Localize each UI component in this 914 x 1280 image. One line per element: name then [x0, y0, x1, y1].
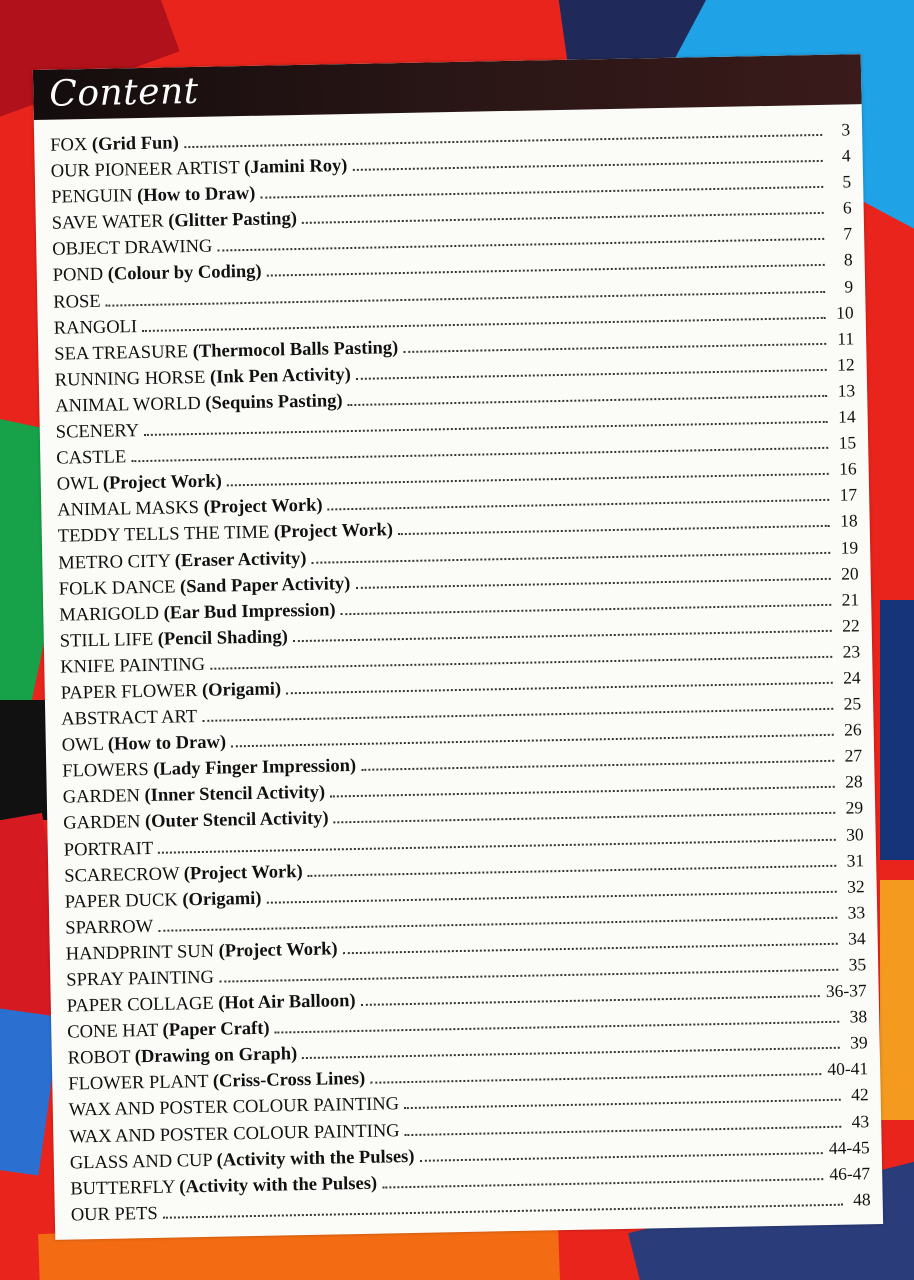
toc-entry-subtitle: (How to Draw) [136, 183, 256, 207]
toc-entry-title [71, 1201, 158, 1229]
background-shape [880, 880, 914, 1120]
toc-entry-subtitle: (Criss-Cross Lines) [212, 1069, 366, 1093]
toc-entry-subtitle: (Hot Air Balloon) [218, 991, 356, 1014]
toc-entry-name: TEDDY TELLS THE TIME [57, 523, 270, 548]
background-shape [880, 600, 914, 860]
toc-entry-page: 10 [835, 302, 854, 323]
toc-entry-title [67, 988, 356, 1020]
toc-entry-subtitle: (Activity with the Pulses) [216, 1146, 415, 1171]
toc-entry-page: 33 [847, 902, 866, 923]
toc-entry-page: 24 [842, 667, 861, 688]
toc-entry-subtitle: (Drawing on Graph) [134, 1044, 298, 1068]
toc-entry-page: 9 [844, 275, 854, 297]
toc-entry-title [65, 886, 262, 916]
toc-entry-subtitle: (Pencil Shading) [157, 627, 288, 650]
toc-entry-subtitle: (Project Work) [102, 471, 223, 495]
toc-entry-name: SCENERY [55, 421, 140, 443]
toc-entry-title [60, 652, 205, 681]
toc-entry-name: RUNNING HORSE [54, 367, 206, 391]
toc-entry-name: OBJECT DRAWING [52, 237, 213, 261]
toc-entry-subtitle: (Lady Finger Impression) [153, 756, 357, 781]
toc-entry-name: SEA TREASURE [54, 341, 189, 365]
toc-entry-name: FLOWERS [62, 760, 149, 782]
toc-entry-page: 23 [842, 641, 861, 662]
toc-entry-page: 43 [851, 1110, 870, 1132]
toc-entry-name: ANIMAL MASKS [57, 498, 200, 521]
toc-entry-page: 31 [846, 849, 865, 871]
toc-entry-subtitle: (Paper Craft) [162, 1018, 270, 1041]
toc-entry-title [50, 130, 179, 158]
toc-entry-subtitle: (Project Work) [273, 520, 394, 543]
toc-entry-title [56, 418, 140, 446]
toc-entry-page: 21 [841, 588, 860, 610]
toc-entry-title [67, 1016, 270, 1046]
toc-entry-title [63, 806, 329, 837]
toc-entry-page: 8 [843, 249, 853, 270]
toc-entry-name: KNIFE PAINTING [60, 654, 206, 678]
toc-entry-page: 39 [849, 1032, 868, 1053]
toc-entry-name: HANDPRINT SUN [65, 941, 215, 965]
toc-entry-title [60, 624, 288, 654]
toc-entry-subtitle: (Ink Pen Activity) [209, 364, 351, 388]
toc-entry-subtitle: (Glitter Pasting) [168, 209, 298, 232]
toc-entry-subtitle: (Outer Stencil Activity) [144, 808, 329, 833]
toc-entry-page: 46-47 [829, 1162, 871, 1184]
toc-entry-name: OWL [56, 474, 99, 495]
toc-entry-subtitle: (How to Draw) [107, 732, 227, 755]
dot-leader [348, 394, 828, 406]
toc-entry-name: ROSE [53, 291, 101, 313]
toc-entry-subtitle: (Sand Paper Activity) [179, 573, 351, 597]
table-of-contents [50, 116, 871, 1227]
toc-entry-title [56, 444, 126, 471]
toc-entry-title [55, 388, 343, 420]
toc-entry-title [51, 181, 255, 211]
toc-entry-subtitle: (Origami) [182, 888, 262, 911]
toc-entry-page: 44-45 [828, 1136, 870, 1158]
toc-entry-subtitle: (Eraser Activity) [174, 548, 307, 571]
dot-leader [356, 368, 827, 380]
toc-entry-page: 36-37 [825, 980, 867, 1002]
dot-leader [382, 1177, 823, 1188]
toc-entry-name: FOX [50, 135, 88, 156]
toc-entry-subtitle: (Project Work) [218, 939, 338, 962]
toc-entry-name: FLOWER PLANT [68, 1072, 209, 1095]
toc-entry-page: 3 [841, 119, 851, 140]
toc-entry-title [62, 730, 227, 759]
toc-entry-page: 14 [837, 406, 856, 427]
toc-entry-page: 32 [846, 875, 865, 897]
toc-entry-page: 35 [848, 954, 867, 975]
toc-entry-title [61, 704, 197, 733]
toc-entry-name: PAPER DUCK [64, 890, 178, 913]
toc-entry-title [52, 206, 298, 237]
toc-entry-name: SCARECROW [64, 864, 180, 887]
toc-entry-name: ROBOT [67, 1047, 131, 1069]
dot-leader [163, 1203, 843, 1219]
toc-entry-name: PORTRAIT [63, 838, 154, 861]
background-shape [0, 700, 50, 820]
toc-entry-name: ABSTRACT ART [61, 707, 198, 730]
toc-entry-title [53, 259, 262, 289]
toc-entry-name: MARIGOLD [59, 603, 160, 626]
page-title: Content [48, 70, 200, 115]
toc-entry-title [65, 914, 153, 942]
toc-entry-page: 12 [836, 354, 855, 375]
toc-entry-name: OWL [61, 734, 104, 756]
toc-entry-name: PAPER COLLAGE [66, 993, 214, 1017]
toc-entry-subtitle: (Jamini Roy) [243, 156, 348, 179]
toc-entry-page: 4 [841, 145, 851, 166]
dot-leader [361, 759, 834, 771]
dot-leader [370, 1072, 821, 1084]
content-page [33, 54, 883, 1240]
toc-entry-page: 19 [840, 536, 859, 558]
toc-entry-page: 7 [843, 223, 853, 244]
toc-entry-name: OUR PIONEER ARTIST [50, 158, 240, 182]
dot-leader [419, 1151, 822, 1162]
toc-entry-name: SAVE WATER [51, 211, 164, 234]
toc-entry-name: GARDEN [62, 786, 141, 808]
toc-entry-title [53, 288, 101, 315]
toc-entry-subtitle: (Project Work) [183, 861, 303, 884]
dot-leader [404, 1098, 841, 1109]
toc-entry-page: 16 [838, 458, 857, 479]
toc-entry-title [66, 965, 214, 994]
toc-entry-page: 25 [843, 693, 862, 714]
toc-entry-name: GLASS AND CUP [69, 1150, 213, 1174]
toc-entry-name: RANGOLI [53, 316, 138, 339]
dot-leader [403, 342, 826, 353]
toc-entry-page: 26 [843, 719, 862, 740]
toc-entry-page: 40-41 [827, 1058, 869, 1080]
toc-entry-title [52, 234, 213, 263]
toc-entry-name: CONE HAT [67, 1021, 159, 1043]
toc-entry-page: 29 [845, 797, 864, 819]
toc-entry-page: 48 [852, 1189, 871, 1210]
toc-entry-page: 22 [841, 615, 860, 636]
toc-entry-subtitle: (Thermocol Balls Pasting) [192, 337, 399, 362]
dot-leader [355, 576, 830, 588]
toc-entry-title [57, 469, 223, 498]
toc-entry-name: SPRAY PAINTING [66, 967, 215, 991]
toc-entry-name: STILL LIFE [59, 629, 154, 652]
toc-entry-subtitle: (Ear Bud Impression) [163, 600, 336, 624]
toc-entry-page: 38 [849, 1006, 868, 1027]
toc-entry-name: ANIMAL WORLD [55, 393, 201, 417]
toc-entry-title [64, 835, 154, 863]
toc-entry-title [64, 859, 303, 890]
toc-entry-name: SPARROW [65, 916, 154, 939]
toc-entry-name: WAX AND POSTER COLOUR PAINTING [68, 1094, 400, 1122]
toc-entry-title [54, 314, 138, 342]
toc-entry-subtitle: (Colour by Coding) [107, 262, 262, 286]
toc-entry-name: GARDEN [63, 812, 141, 835]
toc-entry-name: FOLK DANCE [58, 577, 176, 600]
toc-entry-name: POND [52, 265, 104, 287]
toc-entry-name: METRO CITY [58, 551, 171, 574]
toc-entry-subtitle: (Sequins Pasting) [205, 391, 343, 414]
dot-leader [352, 159, 822, 171]
toc-entry-subtitle: (Inner Stencil Activity) [144, 782, 326, 807]
toc-entry-page: 20 [840, 562, 859, 584]
toc-entry-name: WAX AND POSTER COLOUR PAINTING [69, 1120, 400, 1148]
toc-entry-page: 18 [839, 510, 858, 532]
toc-entry-name: BUTTERFLY [70, 1177, 175, 1200]
toc-entry-title [66, 936, 338, 967]
toc-entry-subtitle: (Project Work) [203, 495, 323, 519]
toc-entry-page: 15 [838, 432, 857, 453]
toc-entry-page: 6 [842, 197, 852, 218]
toc-entry-name: OUR PETS [70, 1203, 158, 1226]
toc-entry-page: 5 [842, 171, 852, 192]
dot-leader [405, 1124, 842, 1135]
toc-entry-page: 17 [839, 484, 858, 505]
toc-entry-page: 34 [847, 928, 866, 949]
toc-entry-page: 28 [844, 771, 863, 792]
toc-entry-page: 30 [845, 823, 864, 845]
toc-entry-name: PAPER FLOWER [60, 680, 198, 704]
toc-entry-name: CASTLE [56, 447, 127, 469]
toc-entry-page: 11 [837, 328, 855, 349]
dot-leader [398, 524, 830, 535]
toc-entry-title [61, 676, 282, 706]
dot-leader [361, 994, 820, 1006]
toc-entry-page: 42 [850, 1084, 869, 1106]
toc-entry-subtitle: (Activity with the Pulses) [179, 1173, 378, 1198]
toc-entry-subtitle: (Origami) [201, 679, 282, 701]
toc-entry-page: 27 [844, 745, 863, 766]
toc-entry-name: PENGUIN [51, 186, 133, 208]
toc-entry-subtitle: (Grid Fun) [91, 133, 179, 155]
toc-entry-page: 13 [837, 380, 856, 401]
toc-entry-title [59, 597, 336, 628]
